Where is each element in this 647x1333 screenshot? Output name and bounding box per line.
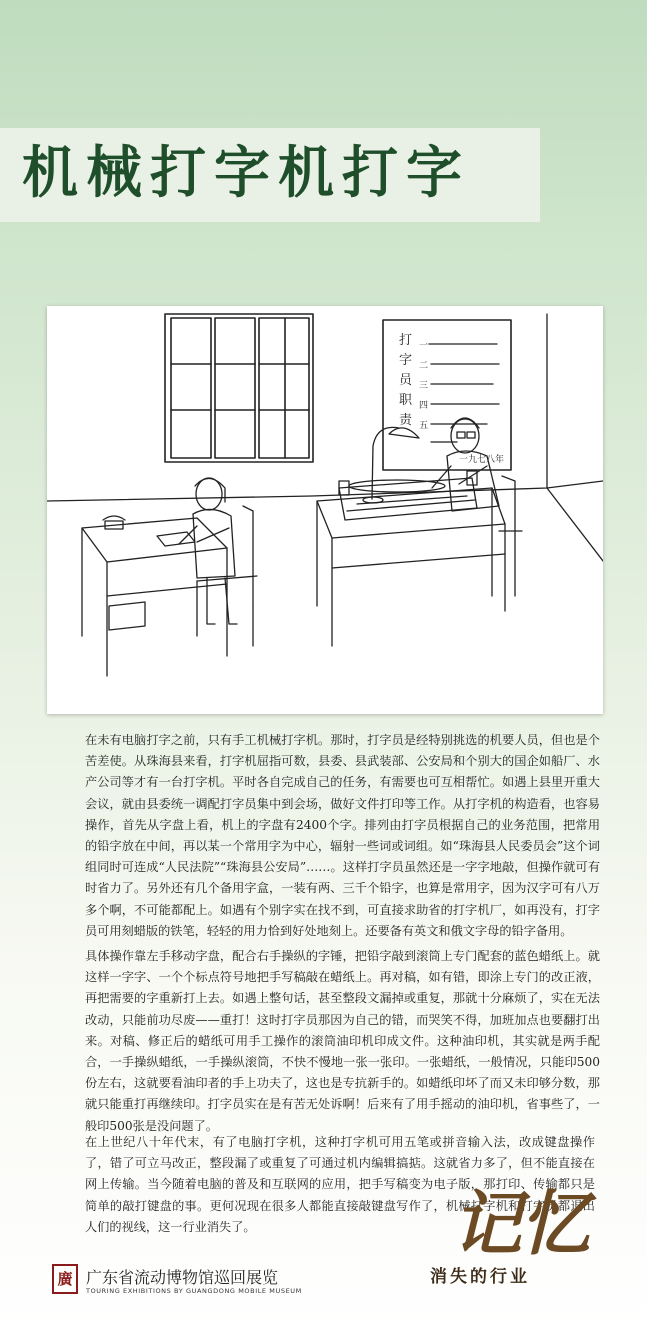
museum-name-cn: 广东省流动博物馆巡回展览	[86, 1268, 279, 1287]
floor-line	[547, 488, 603, 561]
body-paragraph-1: 在未有电脑打字之前，只有手工机械打字机。那时，打字员是经特别挑选的机要人员，但也是个苦差使。从珠海县来看，打字机屈指可数，县委、县武装部、公安局和个别大的国企如船厂、水产公司等才有一台打字机。平时各自完成自己的任务，有需要也可互相帮忙。如遇上县里开重大会议，就由县委统一调配打字员集中到会场，做好文件打印等工作。从打字机的构造看，也容易操作，首先从字盘上看，机上的字盘有2400个字。排列由打字员根据自己的业务范围，把常用的铅字放在中间，再以某一个常用字为中心，辐射一些词或词组。如“珠海县人民委员会”这个词组同时可连成“人民法院”“珠海县公安局”……。这样打字员虽然还是一字字地敲，但操作就可有时省力了。另外还有几个备用字盒，一装有两、三千个铅字，也算是常用字，因为汉字可有八万多个啊，不可能都配上。如遇有个别字实在找不到，可直接求助省的打字机厂，如再没有，打字员可用刻蜡版的铁笔，轻轻的用力恰到好处地刻上。还要备有英文和俄文字母的铅字备用。	[85, 733, 600, 938]
poster-num-3: 三	[419, 381, 429, 391]
poster-num-2: 二	[419, 361, 429, 371]
museum-name-en: TOURING EXHIBITIONS BY GUANGDONG MOBILE MUSEUM	[86, 1287, 302, 1295]
page-title: 机械打字机打字	[22, 141, 470, 206]
typing-office-illustration	[47, 306, 603, 714]
female-clerk	[179, 478, 237, 624]
poster-char-3: 员	[399, 373, 413, 388]
typewriter	[339, 471, 477, 520]
line-drawing	[47, 306, 603, 714]
right-chair	[499, 476, 522, 596]
poster-num-1: 一	[419, 341, 429, 351]
poster-char-1: 打	[399, 333, 413, 348]
series-subtitle: 消失的行业	[430, 1267, 530, 1287]
wall-line	[47, 481, 603, 501]
window	[165, 314, 313, 462]
poster-num-4: 四	[419, 401, 429, 411]
poster-char-5: 责	[399, 413, 413, 428]
body-paragraph-3: 在上世纪八十年代末，有了电脑打字机，这种打字机可用五笔或拼音输入法，改成键盘操作了，错了可立马改正，整段漏了或重复了可通过机内编辑搞掂。这就省力多了，但不能直接在网上传输。当今随着电脑的普及和互联网的应用，把手写稿变为电子版，那打印、传输都只是简单的敲打键盘的事。更何况现在很多人都能直接敲键盘写作了，机械打字机和打字员都退出人们的视线，这一行业消失了。	[85, 1135, 595, 1234]
poster-char-4: 职	[399, 393, 413, 408]
typing-desk	[317, 488, 505, 646]
telephone	[103, 516, 125, 529]
poster-char-2: 字	[399, 353, 413, 368]
museum-seal-icon: 廣	[52, 1264, 78, 1294]
memory-calligraphy: 记忆	[452, 1182, 588, 1265]
body-paragraph-2: 具体操作靠左手移动字盘，配合右手操纵的字锤，把铅字敲到滚筒上专门配套的蓝色蜡纸上。就这样一字字、一个个标点符号地把手写稿敲在蜡纸上。再对稿，如有错，即涂上专门的改正液，再把需要的字重新打上去。如遇上整句话，甚至整段文漏掉或重复，那就十分麻烦了，实在无法改动，只能前功尽废——重打！这时打字员那因为自己的错，而哭笑不得，加班加点也要翻打出来。对稿、修正后的蜡纸可用手工操作的滚筒油印机印成文件。这种油印机，其实就是两手配合，一手操纵蜡纸，一手操纵滚筒，不快不慢地一张一张印。一张蜡纸，一般情况，只能印500份左右，这就要看油印者的手上功夫了，这也是专抗新手的。如蜡纸印坏了而又未印够分数，那就只能重打再继续印。打字员实在是有苦无处诉啊！后来有了用手摇动的油印机，省事些了，一般印500张是没问题了。	[85, 949, 600, 1133]
poster-num-5: 五	[419, 421, 429, 431]
poster-date: 一九七八年	[459, 455, 505, 465]
writing-desk	[82, 518, 227, 676]
